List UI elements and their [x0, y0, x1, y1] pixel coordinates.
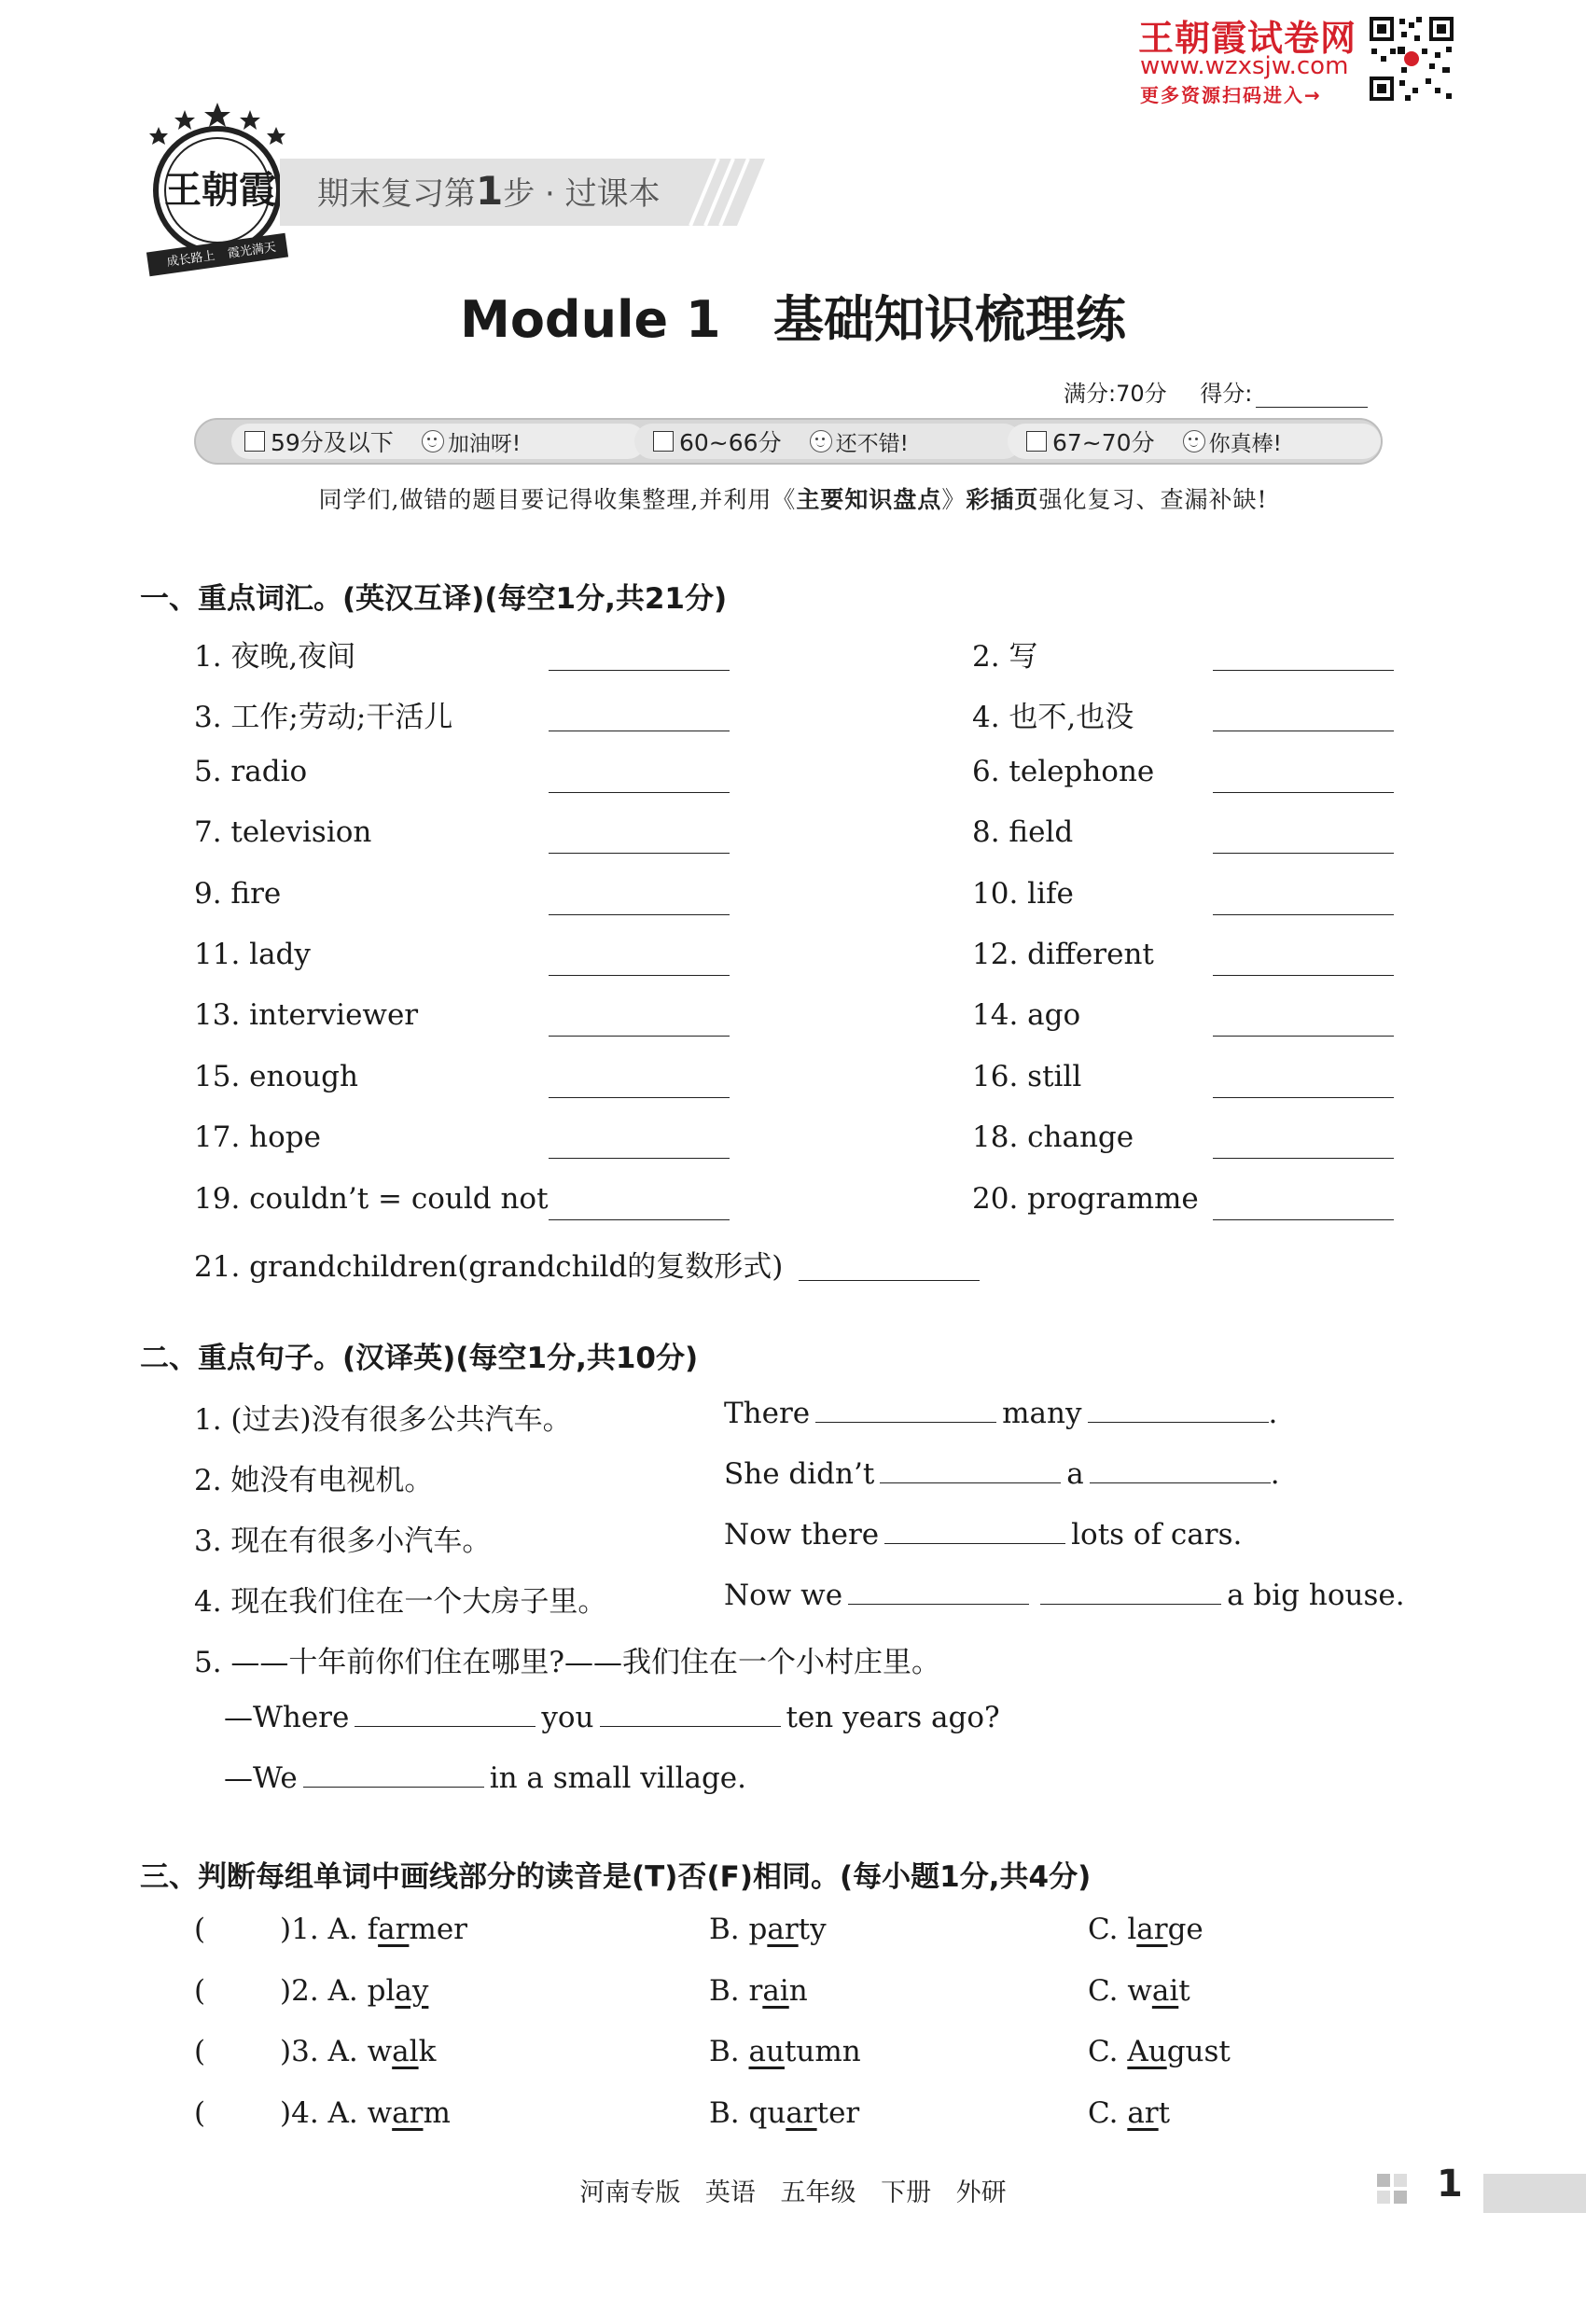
sentence-4-en: Now we a big house.	[724, 1579, 1405, 1612]
answer-blank[interactable]	[1213, 1036, 1394, 1037]
answer-blank[interactable]	[549, 1036, 730, 1037]
answer-blank[interactable]	[549, 914, 730, 915]
vocab-item: 6. telephone	[972, 754, 1155, 788]
vocab-item-21: 21. grandchildren(grandchild的复数形式)	[194, 1250, 784, 1284]
answer-paren[interactable]: (	[194, 2035, 206, 2068]
sentence-1-cn: 1. (过去)没有很多公共汽车。	[194, 1403, 572, 1437]
answer-blank[interactable]	[549, 1219, 730, 1220]
step-label: 期末复习第1步 · 过课本	[317, 168, 661, 214]
answer-blank[interactable]	[1213, 670, 1394, 671]
answer-blank[interactable]	[1090, 1456, 1271, 1483]
checkbox[interactable]	[1026, 431, 1047, 452]
logo-text: 王朝霞	[164, 168, 276, 212]
full-score: 满分:70分	[1064, 381, 1167, 407]
answer-blank[interactable]	[1213, 1097, 1394, 1098]
option-c: C. large	[1088, 1913, 1203, 1946]
face-icon	[422, 430, 444, 452]
vocab-item: 18. change	[972, 1120, 1134, 1155]
answer-blank[interactable]	[1213, 914, 1394, 915]
vocab-item: 20. programme	[972, 1181, 1199, 1216]
section-2-heading: 二、重点句子。(汉译英)(每空1分,共10分)	[140, 1342, 699, 1375]
answer-blank[interactable]	[1213, 975, 1394, 976]
brand-url[interactable]: www.wzxsjw.com	[1140, 52, 1349, 80]
section-1-heading: 一、重点词汇。(英汉互译)(每空1分,共21分)	[140, 582, 728, 616]
vocab-item: 2. 写	[972, 640, 1038, 674]
sentence-2-cn: 2. 她没有电视机。	[194, 1464, 434, 1497]
brand-tagline: 更多资源扫码进入→	[1140, 84, 1322, 106]
vocab-item: 11. lady	[194, 938, 311, 971]
sentence-3-cn: 3. 现在有很多小汽车。	[194, 1524, 492, 1558]
sentence-1-en: There many .	[724, 1397, 1278, 1430]
answer-paren[interactable]: (	[194, 1913, 206, 1946]
page-number: 1	[1437, 2163, 1463, 2206]
vocab-item: 14. ago	[972, 998, 1081, 1033]
vocab-item: 5. radio	[194, 754, 308, 788]
option-a: )2. A. play	[280, 1973, 429, 2008]
rating-option-low[interactable]: 59分及以下 加油呀!	[231, 424, 646, 459]
answer-blank[interactable]	[1040, 1578, 1221, 1605]
answer-paren[interactable]: (	[194, 2095, 206, 2130]
vocab-item: 16. still	[972, 1059, 1082, 1093]
vocab-item: 13. interviewer	[194, 998, 419, 1033]
option-b: B. quarter	[709, 2095, 860, 2130]
checkbox[interactable]	[653, 431, 674, 452]
vocab-item: 1. 夜晚,夜间	[194, 640, 356, 674]
vocab-item: 3. 工作;劳动;干活儿	[194, 701, 453, 735]
answer-blank[interactable]	[815, 1396, 996, 1423]
option-a: )4. A. warm	[280, 2095, 451, 2130]
vocab-item: 19. couldn’t = could not	[194, 1181, 549, 1216]
score-line	[1064, 375, 1368, 408]
vocab-item: 7. television	[194, 815, 372, 850]
vocab-item: 15. enough	[194, 1059, 358, 1093]
answer-blank[interactable]	[1088, 1396, 1269, 1423]
sentence-5-cn: 5. ——十年前你们住在哪里?——我们住在一个小村庄里。	[194, 1646, 941, 1679]
option-a: )1. A. farmer	[280, 1913, 467, 1946]
option-c: C. art	[1088, 2095, 1171, 2130]
score-blank[interactable]	[1256, 386, 1368, 408]
answer-blank[interactable]	[1213, 792, 1394, 793]
option-b: B. rain	[709, 1973, 808, 2008]
section-3-heading: 三、判断每组单词中画线部分的读音是(T)否(F)相同。(每小题1分,共4分)	[140, 1860, 1092, 1894]
vocab-item: 4. 也不,也没	[972, 701, 1134, 735]
option-c: C. August	[1088, 2035, 1231, 2068]
sentence-2-en: She didn’t a .	[724, 1457, 1280, 1491]
answer-blank[interactable]	[799, 1280, 980, 1281]
option-b: B. autumn	[709, 2035, 861, 2068]
vocab-item: 12. different	[972, 938, 1154, 971]
answer-paren[interactable]: (	[194, 1973, 206, 2008]
answer-blank[interactable]	[1213, 1158, 1394, 1159]
page-tab	[1483, 2174, 1586, 2213]
rating-option-high[interactable]: 67~70分 你真棒!	[1008, 424, 1381, 459]
sentence-5-question: —Where you ten years ago?	[224, 1701, 1000, 1734]
vocab-item: 8. field	[972, 815, 1074, 850]
page-corner-decoration	[1377, 2174, 1414, 2213]
checkbox[interactable]	[244, 431, 265, 452]
page-title: Module 1 基础知识梳理练	[460, 290, 1126, 349]
vocab-item: 10. life	[972, 876, 1074, 911]
option-a: )3. A. walk	[280, 2035, 437, 2068]
rating-bar	[194, 418, 1383, 465]
answer-blank[interactable]	[303, 1760, 484, 1788]
answer-blank[interactable]	[549, 853, 730, 854]
rating-option-mid[interactable]: 60~66分 还不错!	[634, 424, 1022, 459]
vocab-item: 17. hope	[194, 1120, 321, 1155]
answer-blank[interactable]	[848, 1578, 1029, 1605]
option-b: B. party	[709, 1913, 827, 1946]
answer-blank[interactable]	[355, 1700, 536, 1727]
answer-blank[interactable]	[1213, 1219, 1394, 1220]
sentence-5-answer: —We in a small village.	[224, 1761, 747, 1795]
answer-blank[interactable]	[1213, 853, 1394, 854]
answer-blank[interactable]	[884, 1517, 1065, 1544]
footer-info: 河南专版 英语 五年级 下册 外研	[579, 2178, 1007, 2207]
face-icon	[1183, 430, 1205, 452]
answer-blank[interactable]	[549, 792, 730, 793]
qr-code-icon[interactable]	[1368, 15, 1455, 103]
answer-blank[interactable]	[600, 1700, 781, 1727]
vocab-item: 9. fire	[194, 876, 282, 911]
answer-blank[interactable]	[549, 975, 730, 976]
answer-blank[interactable]	[549, 1097, 730, 1098]
option-c: C. wait	[1088, 1973, 1190, 2008]
instruction-text: 同学们,做错的题目要记得收集整理,并利用《主要知识盘点》彩插页强化复习、查漏补缺!	[318, 486, 1268, 513]
score-label: 得分:	[1200, 381, 1253, 407]
logo-tagline: 成长路上 霞光满天	[165, 240, 277, 271]
answer-blank[interactable]	[880, 1456, 1061, 1483]
face-icon	[810, 430, 832, 452]
answer-blank[interactable]	[549, 670, 730, 671]
sentence-3-en: Now there lots of cars.	[724, 1518, 1243, 1552]
sentence-4-cn: 4. 现在我们住在一个大房子里。	[194, 1585, 607, 1619]
answer-blank[interactable]	[549, 1158, 730, 1159]
brand-title: 王朝霞试卷网	[1138, 18, 1357, 59]
